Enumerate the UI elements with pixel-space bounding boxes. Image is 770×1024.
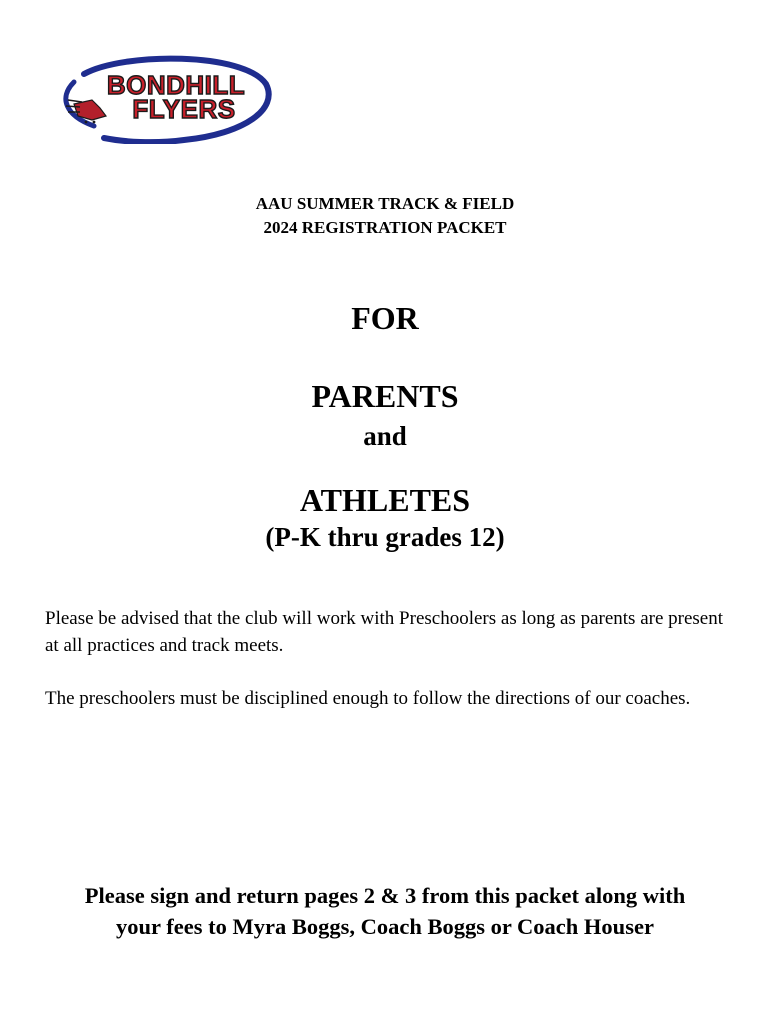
header-line-2: 2024 REGISTRATION PACKET — [263, 218, 507, 237]
footer-line-2: your fees to Myra Boggs, Coach Boggs or Coach Houser — [116, 914, 654, 939]
bondhill-flyers-logo — [44, 54, 274, 144]
logo-text-line1: BONDHILL — [106, 70, 246, 100]
title-and: and — [363, 421, 407, 451]
paragraph-discipline: The preschoolers must be disciplined enough to follow the directions of our coaches. — [45, 688, 691, 709]
logo-graphic — [44, 54, 274, 144]
header-line-1: AAU SUMMER TRACK & FIELD — [255, 194, 515, 213]
paragraph-preschoolers: Please be advised that the club will work with Preschoolers as long as parents are present at all practices and track meets. — [45, 608, 724, 656]
title-for: FOR — [351, 300, 419, 336]
title-grades: (P-K thru grades 12) — [265, 522, 505, 552]
logo-text-line2: FLYERS — [132, 94, 236, 124]
title-athletes: ATHLETES — [299, 482, 471, 518]
footer-line-1: Please sign and return pages 2 & 3 from this packet along with — [84, 883, 686, 908]
winged-shoe-icon — [66, 100, 106, 123]
title-parents: PARENTS — [311, 378, 459, 414]
